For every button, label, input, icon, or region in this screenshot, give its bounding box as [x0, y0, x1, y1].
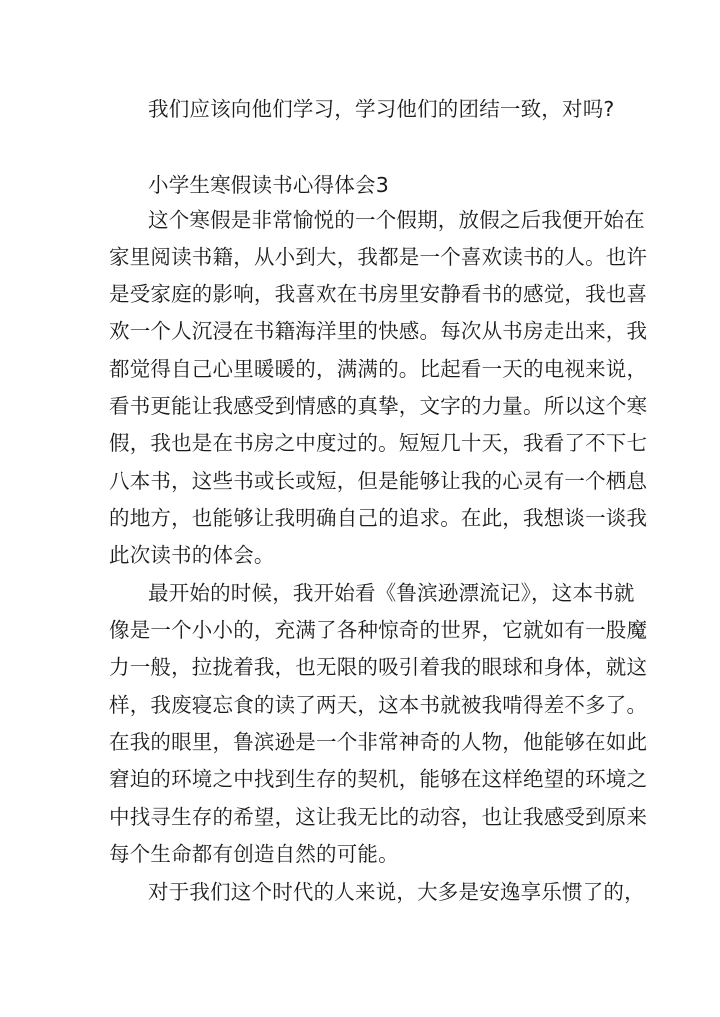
text-line: 样，我废寝忘食的读了两天，这本书就被我啃得差不多了。 [109, 693, 648, 717]
text-line: 每个生命都有创造自然的可能。 [109, 842, 399, 866]
text-line: 的地方，也能够让我明确自己的追求。在此，我想谈一谈我 [109, 506, 648, 530]
text-line: 力一般，拉拢着我，也无限的吸引着我的眼球和身体，就这 [109, 655, 648, 679]
text-line: 在我的眼里，鲁滨逊是一个非常神奇的人物，他能够在如此 [109, 730, 648, 754]
text-line: 这个寒假是非常愉悦的一个假期，放假之后我便开始在 [148, 208, 645, 232]
text-line: 欢一个人沉浸在书籍海洋里的快感。每次从书房走出来，我 [109, 319, 648, 343]
text-line: 假，我也是在书房之中度过的。短短几十天，我看了不下七 [109, 431, 648, 455]
closing-line: 我们应该向他们学习，学习他们的团结一致，对吗? [148, 97, 615, 121]
text-line: 都觉得自己心里暖暖的，满满的。比起看一天的电视来说， [109, 357, 648, 381]
text-line: 是受家庭的影响，我喜欢在书房里安静看书的感觉，我也喜 [109, 282, 648, 306]
text-line: 八本书，这些书或长或短，但是能够让我的心灵有一个栖息 [109, 469, 648, 493]
text-line: 家里阅读书籍，从小到大，我都是一个喜欢读书的人。也许 [109, 245, 648, 269]
section-title: 小学生寒假读书心得体会3 [148, 173, 389, 197]
text-line: 对于我们这个时代的人来说，大多是安逸享乐惯了的， [148, 880, 645, 904]
text-line: 看书更能让我感受到情感的真挚，文字的力量。所以这个寒 [109, 394, 648, 418]
text-line: 此次读书的体会。 [109, 543, 275, 567]
text-line: 像是一个小小的，充满了各种惊奇的世界，它就如有一股魔 [109, 618, 648, 642]
text-line: 窘迫的环境之中找到生存的契机，能够在这样绝望的环境之 [109, 767, 648, 791]
text-line: 中找寻生存的希望，这让我无比的动容，也让我感受到原来 [109, 805, 648, 829]
text-line: 最开始的时候，我开始看《鲁滨逊漂流记》，这本书就 [148, 581, 635, 605]
